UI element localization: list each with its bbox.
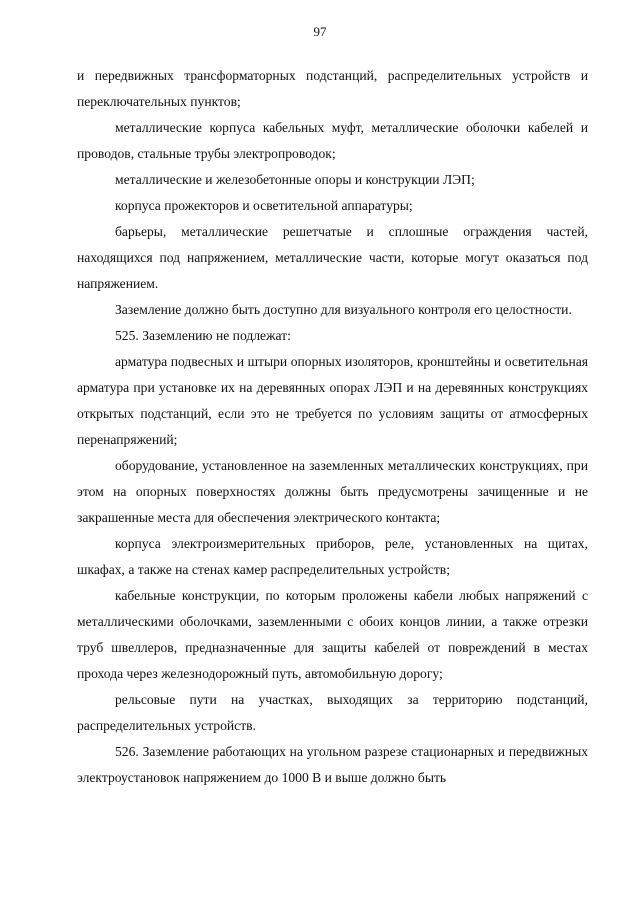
paragraph: арматура подвесных и штыри опорных изоляторов, кронштейны и осветительная арматура при установке их на деревянных опорах ЛЭП и на деревянных конструкциях открытых подстанций, если это не требуется по условиям защиты от атмосферных перенапряжений; (77, 354, 588, 447)
document-body (77, 63, 588, 791)
paragraph: оборудование, установленное на заземленных металлических конструкциях, при этом на опорных поверхностях должны быть предусмотрены зачищенные и не закрашенные места для обеспечения электрического контакта; (77, 458, 588, 525)
paragraph: барьеры, металлические решетчатые и сплошные ограждения частей, находящихся под напряжением, металлические части, которые могут оказаться под напряжением. (77, 224, 588, 291)
paragraph: корпуса прожекторов и осветительной аппаратуры; (115, 198, 413, 213)
page-number: 97 (313, 24, 327, 39)
paragraph: металлические и железобетонные опоры и конструкции ЛЭП; (115, 172, 475, 187)
paragraph: и передвижных трансформаторных подстанций, распределительных устройств и переключательных пунктов; (77, 68, 588, 109)
paragraph: Заземление должно быть доступно для визуального контроля его целостности. (115, 302, 572, 317)
paragraph: рельсовые пути на участках, выходящих за территорию подстанций, распределительных устройств. (77, 692, 588, 733)
paragraph: кабельные конструкции, по которым проложены кабели любых напряжений с металлическими оболочками, заземленными с обоих концов линии, а также отрезки труб швеллеров, предназначенные для защиты кабелей от повреждений в местах прохода через железнодорожный путь, автомобильную дорогу; (77, 588, 588, 681)
paragraph: корпуса электроизмерительных приборов, реле, установленных на щитах, шкафах, а также на стенах камер распределительных устройств; (77, 536, 588, 577)
paragraph: металлические корпуса кабельных муфт, металлические оболочки кабелей и проводов, стальные трубы электропроводок; (77, 120, 588, 161)
section-paragraph-526: 526. Заземление работающих на угольном разрезе стационарных и передвижных электроустановок напряжением до 1000 В и выше должно быть (77, 744, 588, 785)
section-heading-525: 525. Заземлению не подлежат: (115, 328, 291, 343)
